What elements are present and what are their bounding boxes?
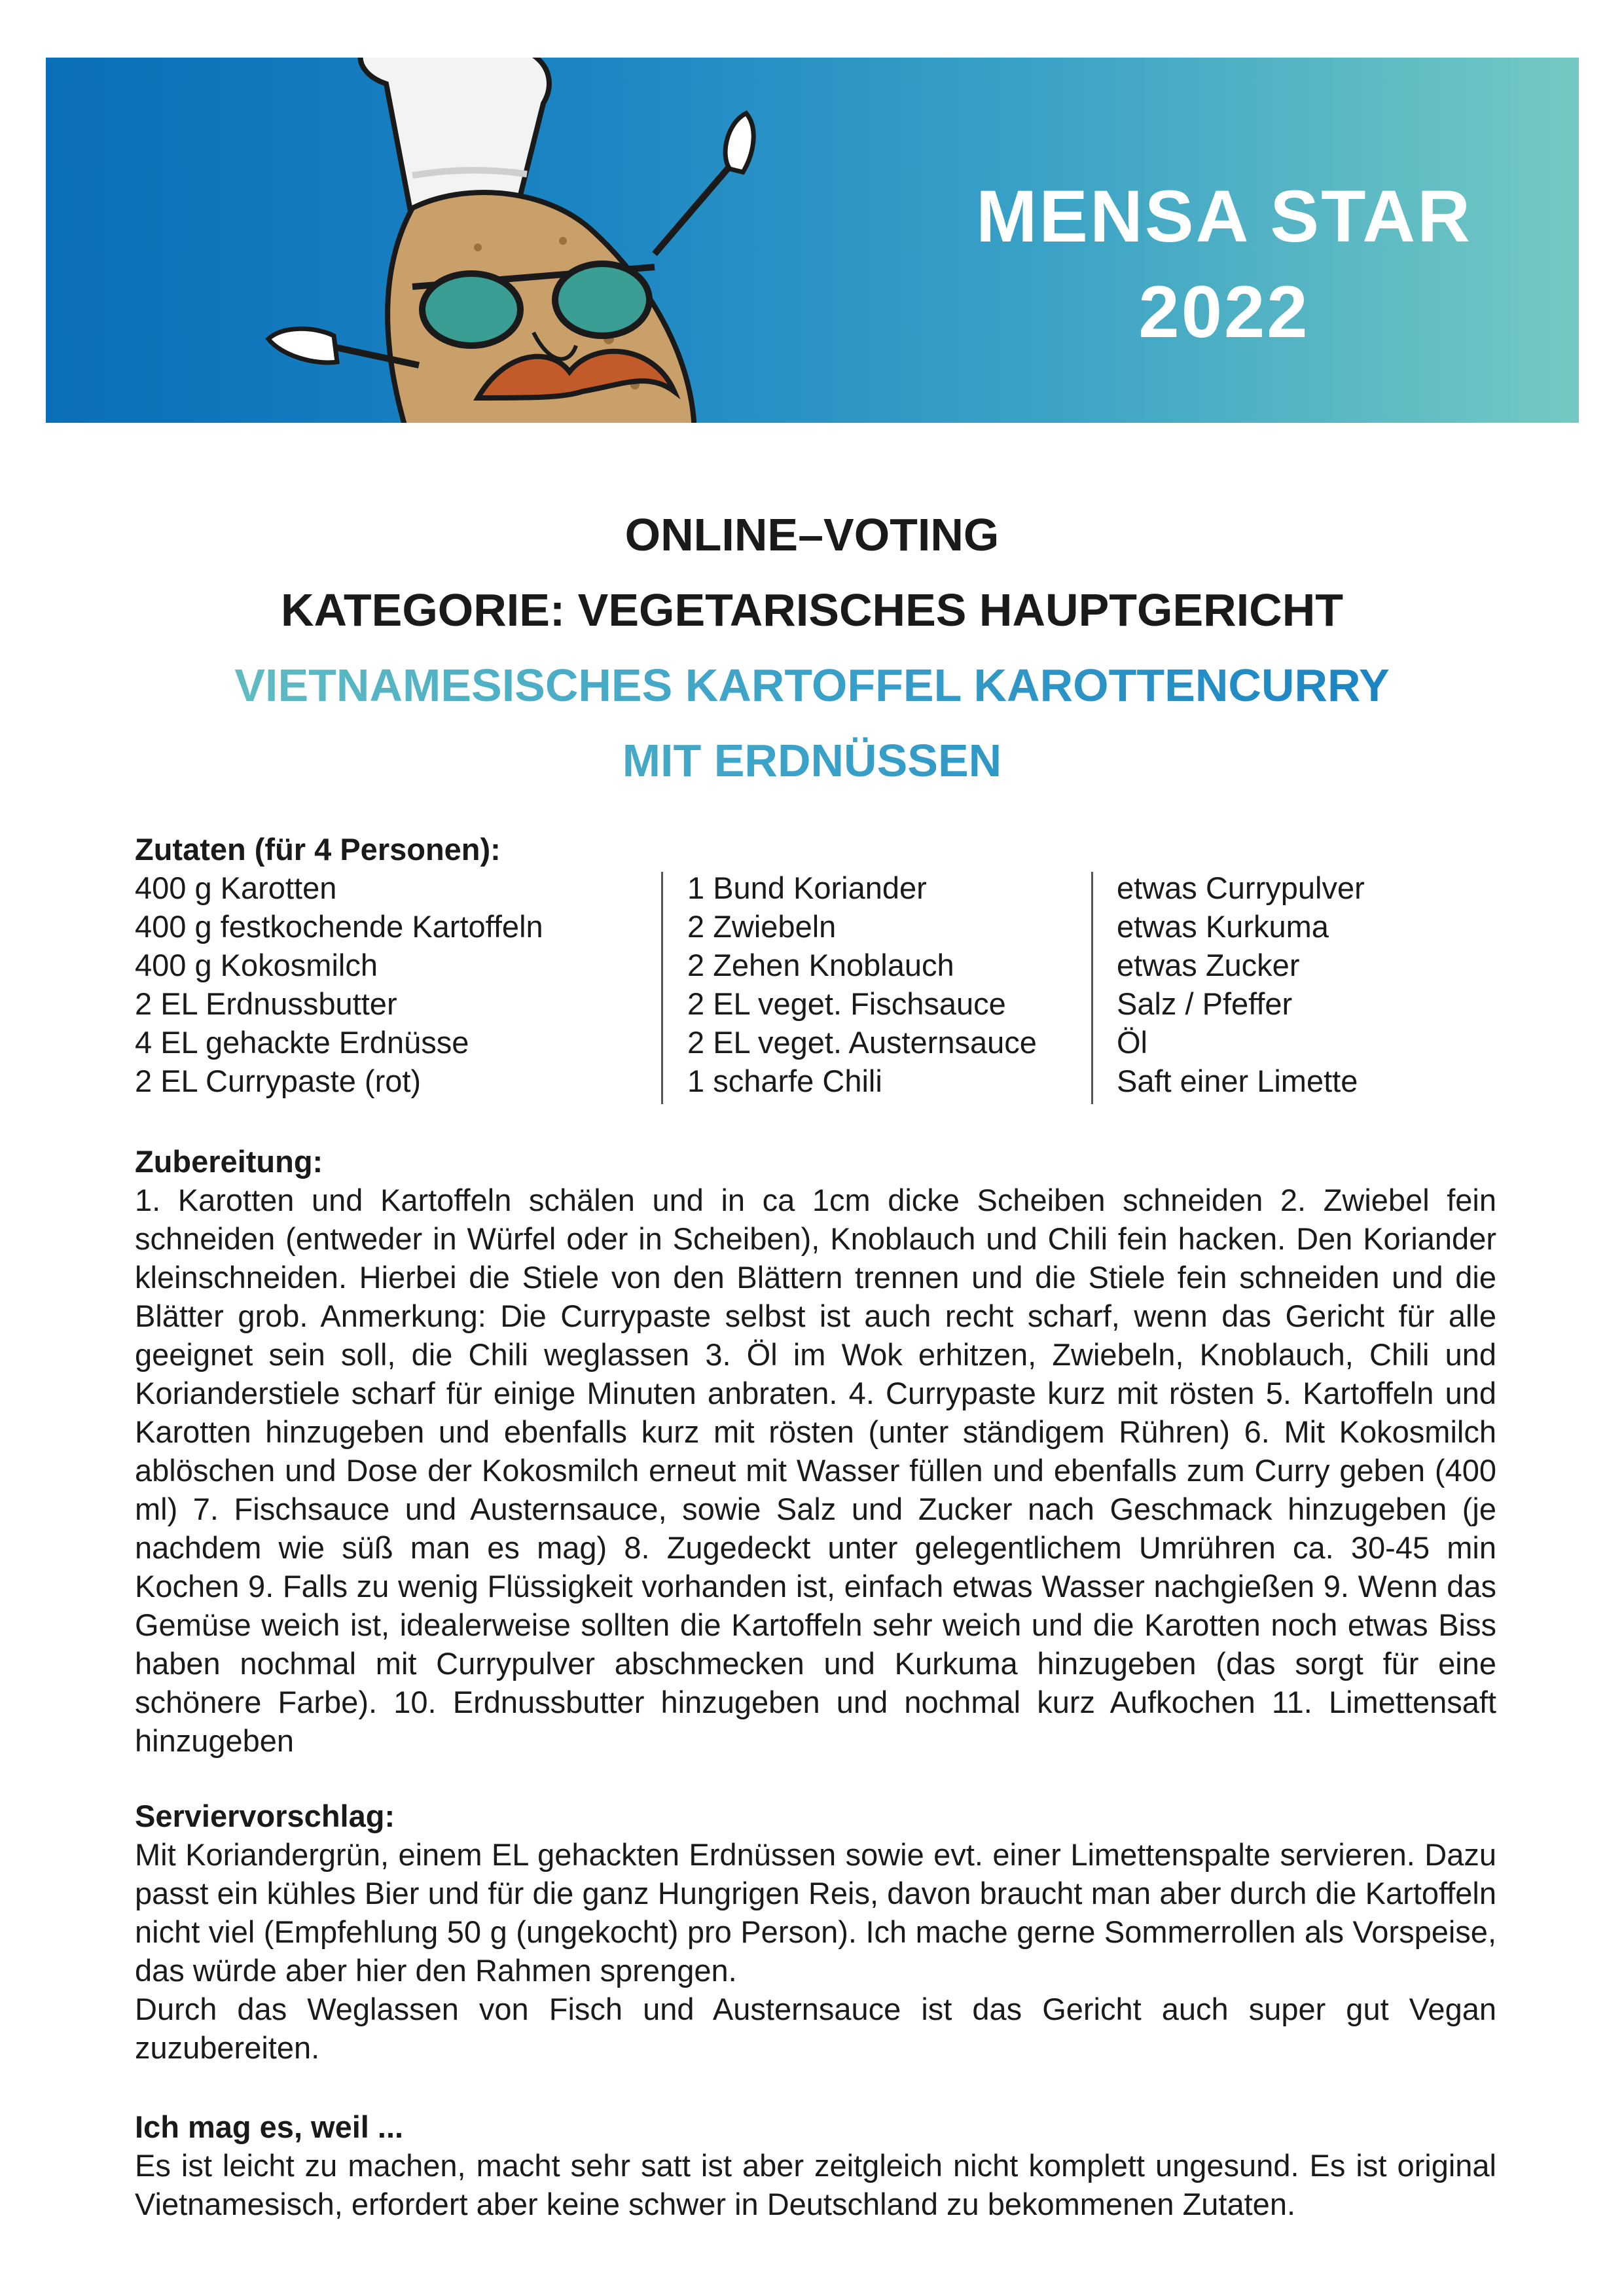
ingredient-item: Saft einer Limette <box>1117 1064 1358 1098</box>
serving-text-vegan: Durch das Weglassen von Fisch und Austernsauce ist das Gericht auch super gut Vegan zuzubereiten. <box>135 1992 1496 2065</box>
ingredient-item: 2 EL veget. Austernsauce <box>687 1025 1037 1060</box>
heading-dish-line1: VIETNAMESISCHES KARTOFFEL KAROTTENCURRY <box>0 648 1624 723</box>
page-headings <box>0 497 1624 798</box>
ingredients-column-2 <box>687 869 1037 1100</box>
ingredient-item: 4 EL gehackte Erdnüsse <box>135 1025 469 1060</box>
ingredient-item: 400 g festkochende Kartoffeln <box>135 909 543 944</box>
heading-dish-line2: MIT ERDNÜSSEN <box>0 723 1624 798</box>
ingredient-item: 2 Zwiebeln <box>687 909 837 944</box>
preparation-heading: Zubereitung: <box>135 1144 323 1179</box>
ingredients-heading: Zutaten (für 4 Personen): <box>135 832 501 867</box>
ingredients-column-3 <box>1117 869 1365 1100</box>
ingredient-item: etwas Kurkuma <box>1117 909 1329 944</box>
heading-category: KATEGORIE: VEGETARISCHES HAUPTGERICHT <box>280 584 1344 636</box>
ingredients-column-1 <box>135 869 543 1100</box>
why-heading: Ich mag es, weil ... <box>135 2109 404 2144</box>
ingredient-item: 2 EL veget. Fischsauce <box>687 986 1006 1021</box>
potato-chef-mascot <box>46 58 766 423</box>
banner-title-line2: 2022 <box>1138 271 1310 353</box>
preparation-section <box>135 1142 1496 1760</box>
ingredient-item: Öl <box>1117 1025 1147 1060</box>
serving-text: Mit Koriandergrün, einem EL gehackten Erdnüssen sowie evt. einer Limettenspalte servieren. Dazu passt ein kühles Bier und für die ganz Hungrigen Reis, davon braucht man aber durch die Kartoffeln nicht viel (Empfehlung 50 g (ungekocht) pro Person). Ich mache gerne Sommerrollen als Vorspeise, das würde aber hier den Rahmen sprengen. <box>135 1837 1496 1988</box>
ingredient-item: Salz / Pfeffer <box>1117 986 1293 1021</box>
header-banner <box>46 58 1579 423</box>
ingredient-item: etwas Currypulver <box>1117 870 1365 905</box>
ingredient-item: 1 Bund Koriander <box>687 870 927 905</box>
heading-online-voting: ONLINE–VOTING <box>624 509 1000 560</box>
ingredient-item: 1 scharfe Chili <box>687 1064 882 1098</box>
ingredient-item: 400 g Kokosmilch <box>135 948 378 982</box>
why-text: Es ist leicht zu machen, macht sehr satt ist aber zeitgleich nicht komplett ungesund. Es ist original Vietnamesisch, erfordert aber keine schwer in Deutschland zu bekommenen Zutaten. <box>135 2148 1496 2221</box>
preparation-text: 1. Karotten und Kartoffeln schälen und in ca 1cm dicke Scheiben schneiden 2. Zwiebel fein schneiden (entweder in Würfel oder in Scheiben), Knoblauch und Chili fein hacken. Den Koriander kleinschneiden. Hierbei die Stiele von den Blättern trennen und die Stiele fein schneiden und die Blätter grob. Anmerkung: Die Currypaste selbst ist auch recht scharf, wenn das Gericht für alle geeignet sein soll, die Chili weglassen 3. Öl im Wok erhitzen, Zwiebeln, Knoblauch, Chili und Korianderstiele scharf für einige Minuten anbraten. 4. Currypaste kurz mit rösten 5. Kartoffeln und Karotten hinzugeben und ebenfalls kurz mit rösten (unter ständigem Rühren) 6. Mit Kokosmilch ablöschen und Dose der Kokosmilch erneut mit Wasser füllen und ebenfalls zum Curry geben (400 ml) 7. Fischsauce und Austernsauce, sowie Salz und Zucker nach Geschmack hinzugeben (je nachdem wie süß man es mag) 8. Zugedeckt unter gelegentlichem Umrühren ca. 30-45 min Kochen 9. Falls zu wenig Flüssigkeit vorhanden ist, einfach etwas Wasser nachgießen 9. Wenn das Gemüse weich ist, idealerweise sollten die Kartoffeln sehr weich und die Karotten noch etwas Biss haben nochmal mit Currypulver abschmecken und Kurkuma hinzugeben (das sorgt für eine schönere Farbe). 10. Erdnussbutter hinzugeben und nochmal kurz Aufkochen 11. Limettensaft hinzugeben <box>135 1183 1496 1758</box>
ingredient-item: 400 g Karotten <box>135 870 337 905</box>
ingredient-item: etwas Zucker <box>1117 948 1300 982</box>
ingredient-item: 2 Zehen Knoblauch <box>687 948 954 982</box>
column-divider <box>661 872 663 1104</box>
ingredient-item: 2 EL Erdnussbutter <box>135 986 397 1021</box>
banner-title <box>805 169 1579 360</box>
column-divider <box>1091 872 1093 1104</box>
serving-heading: Serviervorschlag: <box>135 1799 395 1833</box>
banner-title-line1: MENSA STAR <box>976 175 1472 257</box>
ingredient-item: 2 EL Currypaste (rot) <box>135 1064 422 1098</box>
serving-section <box>135 1797 1496 2067</box>
why-section <box>135 2108 1496 2223</box>
